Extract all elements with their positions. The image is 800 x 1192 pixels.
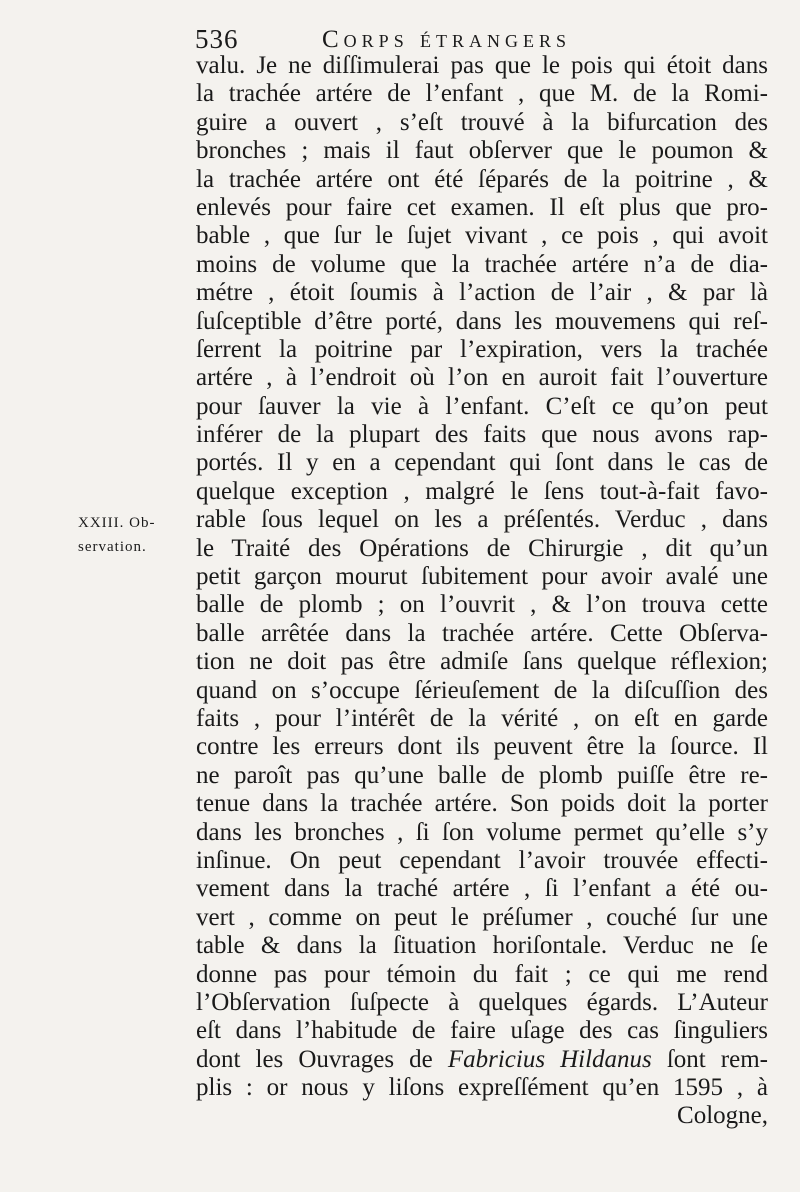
text-segment: dont les Ouvrages de (196, 1045, 448, 1073)
text-line: balle de plomb ; on l’ouvrit , & l’on trouva cette (196, 591, 768, 619)
catchword: Cologne, (677, 1102, 768, 1130)
italic-author-name: Fabricius Hildanus (447, 1045, 652, 1073)
text-line: portés. Il y en a cependant qui ſont dans le cas de (196, 449, 768, 477)
text-line: donne pas pour témoin du fait ; ce qui me rend (196, 960, 768, 988)
text-line: le Traité des Opérations de Chirurgie , dit qu’un (196, 534, 768, 562)
text-line: métre , étoit ſoumis à l’action de l’air , & par là (196, 279, 768, 307)
text-line: dans les bronches , ſi ſon volume permet qu’elle s’y (196, 818, 768, 846)
text-line: table & dans la ſituation horiſontale. Verduc ne ſe (196, 932, 768, 960)
margin-note-line-1: XXIII. Ob- (78, 515, 156, 531)
text-line: enlevés pour faire cet examen. Il eſt plus que pro- (196, 193, 768, 221)
page-number: 536 (195, 24, 239, 54)
text-line: la trachée artére de l’enfant , que M. de la Romi- (196, 80, 768, 108)
text-line: l’Obſervation ſuſpecte à quelques égards. L’Auteur (196, 988, 768, 1016)
text-line: vert , comme on peut le préſumer , couché ſur une (196, 903, 768, 931)
text-line: ſuſceptible d’être porté, dans les mouvemens qui reſ- (196, 307, 768, 335)
text-line: vement dans la traché artére , ſi l’enfant a été ou- (196, 875, 768, 903)
text-line: quand on s’occupe ſérieuſement de la diſcuſſion des (196, 676, 768, 704)
text-line: valu. Je ne diſſimulerai pas que le pois qui étoit dans (196, 52, 768, 79)
text-line: rable ſous lequel on les a préſentés. Verduc , dans (196, 506, 768, 534)
text-line: tion ne doit pas être admiſe ſans quelque réflexion; (196, 648, 768, 676)
text-line: ne paroît pas qu’une balle de plomb puiſſe être re- (196, 761, 768, 789)
text-line: quelque exception , malgré le ſens tout-à-fait favo- (196, 477, 768, 505)
text-line: ſerrent la poitrine par l’expiration, vers la trachée (196, 335, 768, 363)
margin-note-line-2: servation. (78, 539, 147, 555)
text-line: contre les erreurs dont ils peuvent être la ſource. Il (196, 733, 768, 761)
text-line: moins de volume que la trachée artére n’a de dia- (196, 250, 768, 278)
text-segment: ſont rem- (651, 1045, 768, 1073)
text-line: bable , que ſur le ſujet vivant , ce pois , qui avoit (196, 222, 768, 250)
text-line: la trachée artére ont été ſéparés de la poitrine , & (196, 165, 768, 193)
margin-note (78, 511, 155, 559)
text-line: eſt dans l’habitude de faire uſage des cas ſinguliers (196, 1017, 768, 1045)
text-line: inférer de la plupart des faits que nous avons rap- (196, 421, 768, 449)
text-line: tenue dans la trachée artére. Son poids doit la porter (196, 790, 768, 818)
text-line: pour ſauver la vie à l’enfant. C’eſt ce qu’on peut (196, 392, 768, 420)
text-line: petit garçon mourut ſubitement pour avoir avalé une (196, 563, 768, 591)
text-line-with-italic (196, 1046, 768, 1074)
text-line: inſinue. On peut cependant l’avoir trouvée effecti- (196, 846, 768, 874)
text-line: guire a ouvert , s’eſt trouvé à la bifurcation des (196, 108, 768, 136)
running-head: Corps étrangers (322, 26, 571, 53)
text-line: bronches ; mais il faut obſerver que le poumon & (196, 137, 768, 165)
text-line: plis : or nous y liſons expreſſément qu’en 1595 , à (196, 1074, 768, 1102)
body-text (196, 52, 768, 1131)
text-line: faits , pour l’intérêt de la vérité , on eſt en garde (196, 704, 768, 732)
text-line: artére , à l’endroit où l’on en auroit fait l’ouverture (196, 364, 768, 392)
text-line: balle arrêtée dans la trachée artére. Cette Obſerva- (196, 619, 768, 647)
